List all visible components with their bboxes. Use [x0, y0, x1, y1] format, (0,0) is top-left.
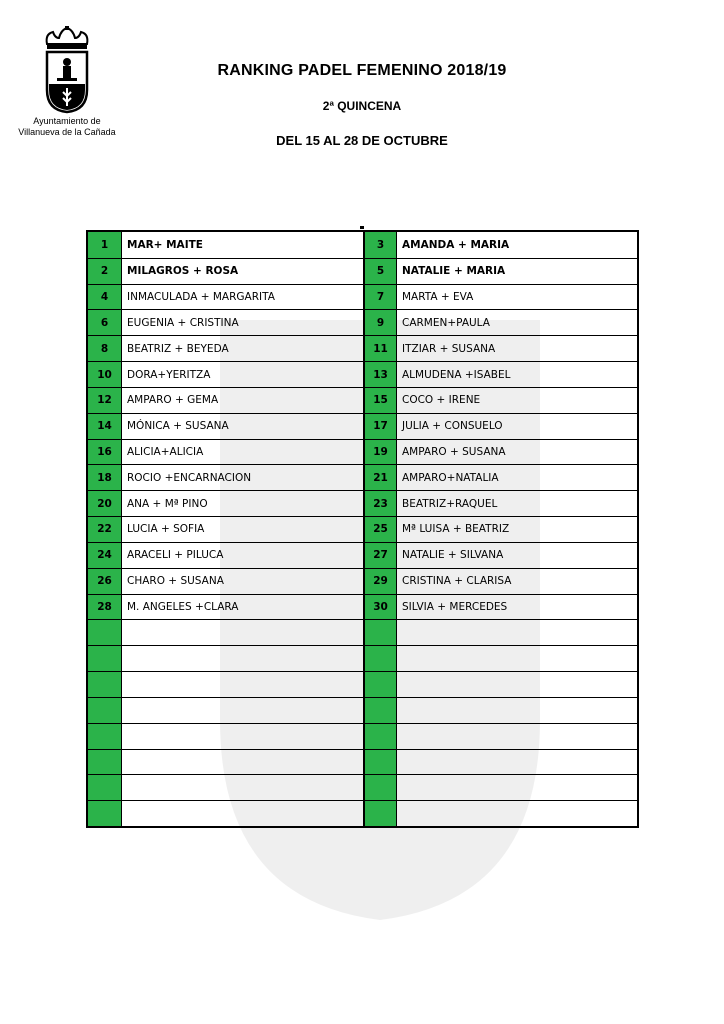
left-pair-name: MÓNICA + SUSANA	[127, 420, 229, 433]
right-rank-number: 27	[363, 543, 397, 568]
right-pair-name	[397, 750, 637, 775]
right-pair-name: MARTA + EVA	[402, 291, 474, 304]
left-pair-name: DORA+YERITZA	[127, 368, 211, 381]
left-rank-number: 16	[88, 440, 122, 465]
right-pair-name: ITZIAR + SUSANA	[402, 342, 496, 355]
left-rank-number: 8	[88, 336, 122, 361]
right-pair-name: CARMEN+PAULA	[402, 316, 490, 329]
left-pair-name: INMACULADA + MARGARITA	[127, 291, 275, 304]
right-rank-number: 11	[363, 336, 397, 361]
right-rank-number	[363, 750, 397, 775]
left-rank-number	[88, 801, 122, 826]
left-rank-number: 26	[88, 569, 122, 594]
right-rank-number: 7	[363, 285, 397, 310]
left-pair-name: BEATRIZ + BEYEDA	[127, 342, 229, 355]
left-rank-number	[88, 620, 122, 645]
ranking-table	[86, 230, 639, 828]
right-rank-number	[363, 724, 397, 749]
left-rank-number: 18	[88, 465, 122, 490]
right-rank-number: 13	[363, 362, 397, 387]
right-pair-name: NATALIE + SILVANA	[402, 549, 504, 562]
right-pair-name	[397, 698, 637, 723]
right-rank-number: 5	[363, 259, 397, 284]
left-rank-number	[88, 775, 122, 800]
right-pair-name	[397, 775, 637, 800]
right-pair-name	[397, 724, 637, 749]
table-row	[88, 464, 637, 490]
right-rank-number: 19	[363, 440, 397, 465]
left-pair-name: ALICIA+ALICIA	[127, 446, 204, 458]
right-rank-number	[363, 775, 397, 800]
left-rank-number	[88, 724, 122, 749]
right-rank-number: 17	[363, 414, 397, 439]
right-rank-number: 15	[363, 388, 397, 413]
left-rank-number	[88, 750, 122, 775]
left-rank-number: 22	[88, 517, 122, 542]
left-rank-number: 1	[88, 232, 122, 258]
left-pair-name	[122, 698, 363, 723]
right-rank-number: 21	[363, 465, 397, 490]
left-pair-name: M. ANGELES +CLARA	[127, 600, 239, 613]
table-row	[88, 439, 637, 465]
left-rank-number: 20	[88, 491, 122, 516]
left-pair-name: ARACELI + PILUCA	[127, 549, 224, 562]
right-pair-name	[397, 646, 637, 671]
right-rank-number	[363, 698, 397, 723]
right-pair-name: AMPARO + SUSANA	[402, 446, 506, 458]
table-row	[88, 284, 637, 310]
table-row	[88, 387, 637, 413]
right-rank-number	[363, 646, 397, 671]
table-row	[88, 361, 637, 387]
left-pair-name: EUGENIA + CRISTINA	[127, 316, 239, 329]
table-row	[88, 413, 637, 439]
left-pair-name: AMPARO + GEMA	[127, 394, 219, 407]
right-pair-name	[397, 672, 637, 697]
right-pair-name: AMANDA + MARIA	[402, 238, 510, 251]
right-rank-number: 25	[363, 517, 397, 542]
date-range: DEL 15 AL 28 DE OCTUBRE	[276, 133, 448, 148]
table-row	[88, 619, 637, 645]
right-rank-number: 9	[363, 310, 397, 335]
left-rank-number: 6	[88, 310, 122, 335]
table-row	[88, 671, 637, 697]
right-pair-name: SILVIA + MERCEDES	[402, 600, 508, 613]
left-pair-name	[122, 672, 363, 697]
left-rank-number: 14	[88, 414, 122, 439]
left-pair-name: ROCIO +ENCARNACION	[127, 471, 252, 484]
table-row	[88, 258, 637, 284]
table-row	[88, 749, 637, 775]
left-pair-name: LUCIA + SOFIA	[127, 523, 205, 536]
table-row	[88, 594, 637, 620]
table-row	[88, 542, 637, 568]
right-rank-number: 3	[363, 232, 397, 258]
left-pair-name	[122, 750, 363, 775]
right-pair-name	[397, 620, 637, 645]
left-pair-name	[122, 646, 363, 671]
left-rank-number: 10	[88, 362, 122, 387]
right-pair-name	[397, 801, 637, 826]
right-rank-number: 30	[363, 595, 397, 620]
left-pair-name	[122, 775, 363, 800]
page-title-text: RANKING PADEL FEMENINO 2018/19	[217, 62, 507, 79]
right-pair-name: AMPARO+NATALIA	[402, 471, 499, 484]
left-rank-number	[88, 646, 122, 671]
left-rank-number: 4	[88, 285, 122, 310]
table-row	[88, 645, 637, 671]
left-pair-name: CHARO + SUSANA	[127, 575, 224, 588]
right-pair-name: JULIA + CONSUELO	[402, 420, 503, 433]
right-pair-name: ALMUDENA +ISABEL	[402, 368, 511, 381]
table-row	[88, 697, 637, 723]
right-pair-name: COCO + IRENE	[402, 394, 481, 407]
left-rank-number	[88, 698, 122, 723]
table-row	[88, 774, 637, 800]
right-pair-name: Mª LUISA + BEATRIZ	[402, 523, 510, 536]
table-row	[88, 232, 637, 258]
left-rank-number	[88, 672, 122, 697]
right-rank-number	[363, 620, 397, 645]
page-title	[0, 62, 724, 80]
left-pair-name	[122, 620, 363, 645]
left-rank-number: 28	[88, 595, 122, 620]
table-row	[88, 309, 637, 335]
left-pair-name	[122, 801, 363, 826]
right-pair-name: CRISTINA + CLARISA	[402, 575, 512, 588]
right-pair-name: NATALIE + MARIA	[402, 265, 506, 278]
left-pair-name: MILAGROS + ROSA	[127, 265, 239, 278]
logo-caption-line2: Villanueva de la Cañada	[18, 127, 116, 137]
table-row	[88, 516, 637, 542]
right-rank-number: 23	[363, 491, 397, 516]
page-subtitle: 2ª QUINCENA	[322, 99, 402, 113]
table-tick-mark	[360, 226, 364, 229]
table-row	[88, 335, 637, 361]
table-row	[88, 490, 637, 516]
left-pair-name: MAR+ MAITE	[127, 238, 203, 251]
table-row	[88, 723, 637, 749]
table-row	[88, 568, 637, 594]
left-rank-number: 2	[88, 259, 122, 284]
right-rank-number: 29	[363, 569, 397, 594]
left-pair-name	[122, 724, 363, 749]
table-row	[88, 800, 637, 826]
left-rank-number: 12	[88, 388, 122, 413]
right-pair-name: BEATRIZ+RAQUEL	[402, 497, 498, 510]
right-rank-number	[363, 672, 397, 697]
right-rank-number	[363, 801, 397, 826]
left-rank-number: 24	[88, 543, 122, 568]
left-pair-name: ANA + Mª PINO	[127, 497, 208, 510]
logo-caption-line1: Ayuntamiento de	[33, 116, 101, 126]
